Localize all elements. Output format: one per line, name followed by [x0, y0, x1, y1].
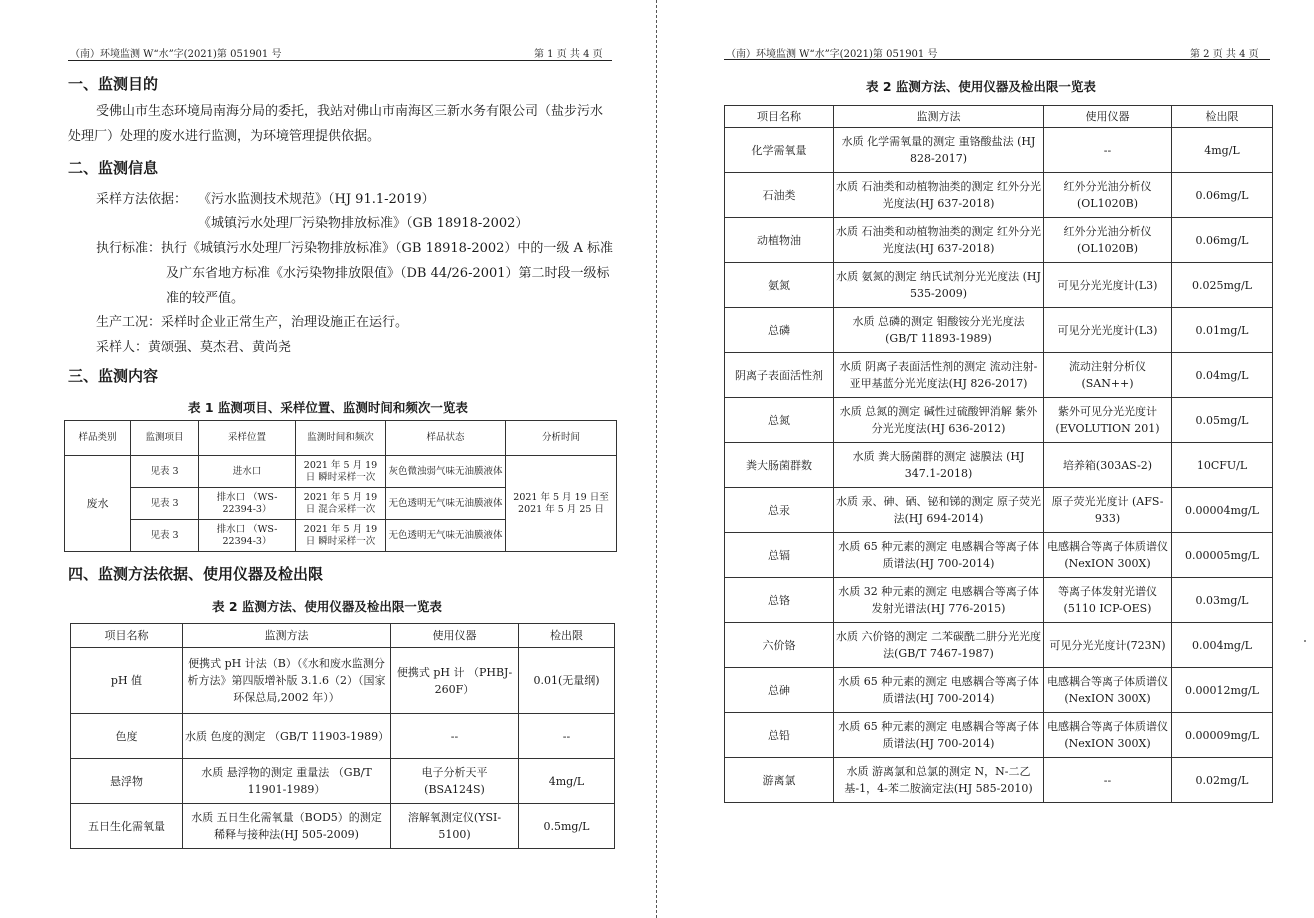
table-cell-state: 无色透明无气味无油膜液体 [386, 520, 506, 552]
table-header: 监测方法 [183, 624, 391, 648]
table-cell-instrument: 紫外可见分光光度计 (EVOLUTION 201) [1044, 398, 1172, 443]
table-cell-location: 排水口 （WS-22394-3） [199, 520, 296, 552]
table-cell-instrument: 流动注射分析仪 (SAN++) [1044, 353, 1172, 398]
table2-caption: 表 2 监测方法、使用仪器及检出限一览表 [212, 599, 442, 614]
page-header-report-number: （南）环境监测 W“水”字(2021)第 051901 号 [726, 49, 938, 60]
table-header: 监测方法 [834, 106, 1044, 128]
table1-caption: 表 1 监测项目、采样位置、监测时间和频次一览表 [188, 400, 468, 415]
table-cell-limit: 0.00009mg/L [1172, 713, 1273, 758]
table-cell-instrument: 原子荧光光度计 (AFS-933) [1044, 488, 1172, 533]
table-cell-state: 无色透明无气味无油膜液体 [386, 488, 506, 520]
table-cell-method: 水质 总磷的测定 钼酸铵分光光度法 (GB/T 11893-1989) [834, 308, 1044, 353]
scan-speck [1304, 640, 1306, 642]
table-cell-instrument: -- [391, 714, 519, 759]
table-cell-instrument: 电感耦合等离子体质谱仪(NexION 300X) [1044, 533, 1172, 578]
table-cell-instrument: 电感耦合等离子体质谱仪(NexION 300X) [1044, 668, 1172, 713]
table-cell-name: 六价铬 [725, 623, 834, 668]
table-cell-name: 五日生化需氧量 [71, 804, 183, 849]
table-cell-limit: 0.01mg/L [1172, 308, 1273, 353]
table-cell-instrument: 电子分析天平(BSA124S) [391, 759, 519, 804]
table-cell-name: 总汞 [725, 488, 834, 533]
table-header: 采样位置 [199, 421, 296, 456]
table-cell-instrument: 红外分光油分析仪 (OL1020B) [1044, 173, 1172, 218]
table-cell-limit: 0.02mg/L [1172, 758, 1273, 803]
table-cell-time: 2021 年 5 月 19 日 混合采样一次 [296, 488, 386, 520]
table-header: 检出限 [1172, 106, 1273, 128]
table-cell-method: 便携式 pH 计法（B）（《水和废水监测分析方法》第四版增补版 3.1.6（2）（国家环保总局,2002 年）） [183, 648, 391, 714]
table-cell-name: 总磷 [725, 308, 834, 353]
table-cell-limit: 4mg/L [1172, 128, 1273, 173]
page-header-page-number: 第 2 页 共 4 页 [1190, 49, 1259, 60]
table-cell-name: 阴离子表面活性剂 [725, 353, 834, 398]
table-cell-limit: 0.03mg/L [1172, 578, 1273, 623]
table-cell-limit: 10CFU/L [1172, 443, 1273, 488]
table-cell-method: 水质 化学需氧量的测定 重铬酸盐法 (HJ 828-2017) [834, 128, 1044, 173]
table-cell-instrument: 可见分光光度计(L3) [1044, 263, 1172, 308]
table-cell-method: 水质 阴离子表面活性剂的测定 流动注射-亚甲基蓝分光光度法(HJ 826-2017) [834, 353, 1044, 398]
table-header: 监测项目 [131, 421, 199, 456]
table-header: 使用仪器 [1044, 106, 1172, 128]
table-cell-name: 动植物油 [725, 218, 834, 263]
table-cell-method: 水质 石油类和动植物油类的测定 红外分光光度法(HJ 637-2018) [834, 218, 1044, 263]
table-cell-location: 进水口 [199, 456, 296, 488]
page-header-page-number: 第 1 页 共 4 页 [534, 49, 603, 60]
report-page-1 [0, 0, 656, 918]
table-cell-method: 水质 总氮的测定 碱性过硫酸钾消解 紫外分光光度法(HJ 636-2012) [834, 398, 1044, 443]
page-separator [656, 0, 657, 918]
table-cell-limit: 0.06mg/L [1172, 173, 1273, 218]
table-cell-limit: 4mg/L [519, 759, 615, 804]
table-cell-method: 水质 石油类和动植物油类的测定 红外分光光度法(HJ 637-2018) [834, 173, 1044, 218]
table-cell-limit: 0.00005mg/L [1172, 533, 1273, 578]
table-cell-instrument: 培养箱(303AS-2) [1044, 443, 1172, 488]
production-status: 生产工况：采样时企业正常生产，治理设施正在运行。 [96, 315, 409, 330]
table-cell-instrument: -- [1044, 758, 1172, 803]
table-cell-method: 水质 汞、砷、硒、铋和锑的测定 原子荧光法(HJ 694-2014) [834, 488, 1044, 533]
table-header: 分析时间 [506, 421, 617, 456]
report-page-2 [660, 0, 1314, 918]
table-cell-instrument: 等离子体发射光谱仪 (5110 ICP-OES) [1044, 578, 1172, 623]
table-cell-time: 2021 年 5 月 19 日 瞬时采样一次 [296, 456, 386, 488]
methods-table-page2 [724, 105, 1273, 803]
table-cell-location: 排水口 （WS-22394-3） [199, 488, 296, 520]
methods-table-page1 [70, 623, 615, 849]
table-header: 使用仪器 [391, 624, 519, 648]
header-rule [68, 60, 612, 61]
table-cell-limit: 0.06mg/L [1172, 218, 1273, 263]
table-cell-instrument: 可见分光光度计(L3) [1044, 308, 1172, 353]
table-cell-name: 总氮 [725, 398, 834, 443]
table-cell-method: 水质 32 种元素的测定 电感耦合等离子体发射光谱法(HJ 776-2015) [834, 578, 1044, 623]
table-cell-method: 水质 五日生化需氧量（BOD5）的测定 稀释与接种法(HJ 505-2009) [183, 804, 391, 849]
section-title-purpose: 一、监测目的 [68, 75, 159, 93]
sampling-method-label: 采样方法依据： [96, 192, 188, 207]
table-cell-instrument: 溶解氧测定仪(YSI-5100) [391, 804, 519, 849]
section-title-info: 二、监测信息 [68, 159, 159, 177]
table-cell-method: 水质 悬浮物的测定 重量法 （GB/T 11901-1989） [183, 759, 391, 804]
table-cell-instrument: -- [1044, 128, 1172, 173]
table-cell-limit: 0.5mg/L [519, 804, 615, 849]
table-cell-limit: 0.025mg/L [1172, 263, 1273, 308]
table-cell-method: 水质 65 种元素的测定 电感耦合等离子体质谱法(HJ 700-2014) [834, 713, 1044, 758]
table-cell-method: 水质 六价铬的测定 二苯碳酰二肼分光光度法(GB/T 7467-1987) [834, 623, 1044, 668]
table-cell-name: 游离氯 [725, 758, 834, 803]
table-cell-item: 见表 3 [131, 520, 199, 552]
table-cell-method: 水质 氨氮的测定 纳氏试剂分光光度法 (HJ 535-2009) [834, 263, 1044, 308]
table2-continued-caption: 表 2 监测方法、使用仪器及检出限一览表 [866, 79, 1096, 94]
purpose-text: 受佛山市生态环境局南海分局的委托，我站对佛山市南海区三新水务有限公司（盐步污水处理厂）处理的废水进行监测，为环境管理提供依据。 [68, 104, 604, 144]
standard-line-3: 准的较严值。 [166, 291, 245, 306]
table-cell-method: 水质 色度的测定 （GB/T 11903-1989） [183, 714, 391, 759]
standard-line-2: 及广东省地方标准《水污染物排放限值》（DB 44/26-2001）第二时段一级标 [166, 266, 610, 281]
sample-category: 废水 [65, 456, 131, 552]
table-cell-method: 水质 65 种元素的测定 电感耦合等离子体质谱法(HJ 700-2014) [834, 668, 1044, 713]
sampling-method-2: 《城镇污水处理厂污染物排放标准》（GB 18918-2002） [198, 216, 529, 231]
header-rule [724, 59, 1270, 60]
table-cell-method: 水质 粪大肠菌群的测定 滤膜法 (HJ 347.1-2018) [834, 443, 1044, 488]
table-cell-name: 总砷 [725, 668, 834, 713]
table-cell-limit: 0.004mg/L [1172, 623, 1273, 668]
table-cell-name: 总镉 [725, 533, 834, 578]
table-cell-instrument: 红外分光油分析仪 (OL1020B) [1044, 218, 1172, 263]
samplers: 采样人：黄颂强、莫杰君、黄尚尧 [96, 340, 292, 355]
table-cell-name: 化学需氧量 [725, 128, 834, 173]
sampling-method-1: 《污水监测技术规范》（HJ 91.1-2019） [198, 192, 435, 207]
table-header: 样品状态 [386, 421, 506, 456]
table-cell-instrument: 便携式 pH 计 （PHBJ-260F） [391, 648, 519, 714]
table-cell-time: 2021 年 5 月 19 日 瞬时采样一次 [296, 520, 386, 552]
table-cell-limit: 0.00004mg/L [1172, 488, 1273, 533]
table-cell-limit: 0.05mg/L [1172, 398, 1273, 443]
table-cell-item: 见表 3 [131, 456, 199, 488]
table-header: 监测时间和频次 [296, 421, 386, 456]
standard-line-1: 执行标准：执行《城镇污水处理厂污染物排放标准》（GB 18918-2002）中的一级 A 标准 [96, 241, 614, 256]
table-cell-name: 总铅 [725, 713, 834, 758]
table-cell-limit: 0.00012mg/L [1172, 668, 1273, 713]
table-cell-method: 水质 游离氯和总氯的测定 N，N-二乙基-1，4-苯二胺滴定法(HJ 585-2010) [834, 758, 1044, 803]
table-header: 项目名称 [71, 624, 183, 648]
table-cell-name: 粪大肠菌群数 [725, 443, 834, 488]
table-cell-limit: -- [519, 714, 615, 759]
analysis-time: 2021 年 5 月 19 日至 2021 年 5 月 25 日 [506, 456, 617, 552]
table-cell-name: 悬浮物 [71, 759, 183, 804]
table-cell-state: 灰色微浊弱气味无油膜液体 [386, 456, 506, 488]
table-cell-name: 石油类 [725, 173, 834, 218]
table-header: 检出限 [519, 624, 615, 648]
table-header: 样品类别 [65, 421, 131, 456]
table-cell-name: 色度 [71, 714, 183, 759]
table-cell-item: 见表 3 [131, 488, 199, 520]
table-cell-name: pH 值 [71, 648, 183, 714]
table-cell-instrument: 电感耦合等离子体质谱仪(NexION 300X) [1044, 713, 1172, 758]
table-cell-limit: 0.01(无量纲) [519, 648, 615, 714]
table-cell-name: 总铬 [725, 578, 834, 623]
table-cell-instrument: 可见分光光度计(723N) [1044, 623, 1172, 668]
section-title-content: 三、监测内容 [68, 367, 159, 385]
table-header: 项目名称 [725, 106, 834, 128]
section-title-methods: 四、监测方法依据、使用仪器及检出限 [68, 565, 324, 583]
monitoring-items-table [64, 420, 617, 552]
page-header-report-number: （南）环境监测 W“水”字(2021)第 051901 号 [70, 49, 282, 60]
table-cell-method: 水质 65 种元素的测定 电感耦合等离子体质谱法(HJ 700-2014) [834, 533, 1044, 578]
table-cell-name: 氨氮 [725, 263, 834, 308]
table-cell-limit: 0.04mg/L [1172, 353, 1273, 398]
